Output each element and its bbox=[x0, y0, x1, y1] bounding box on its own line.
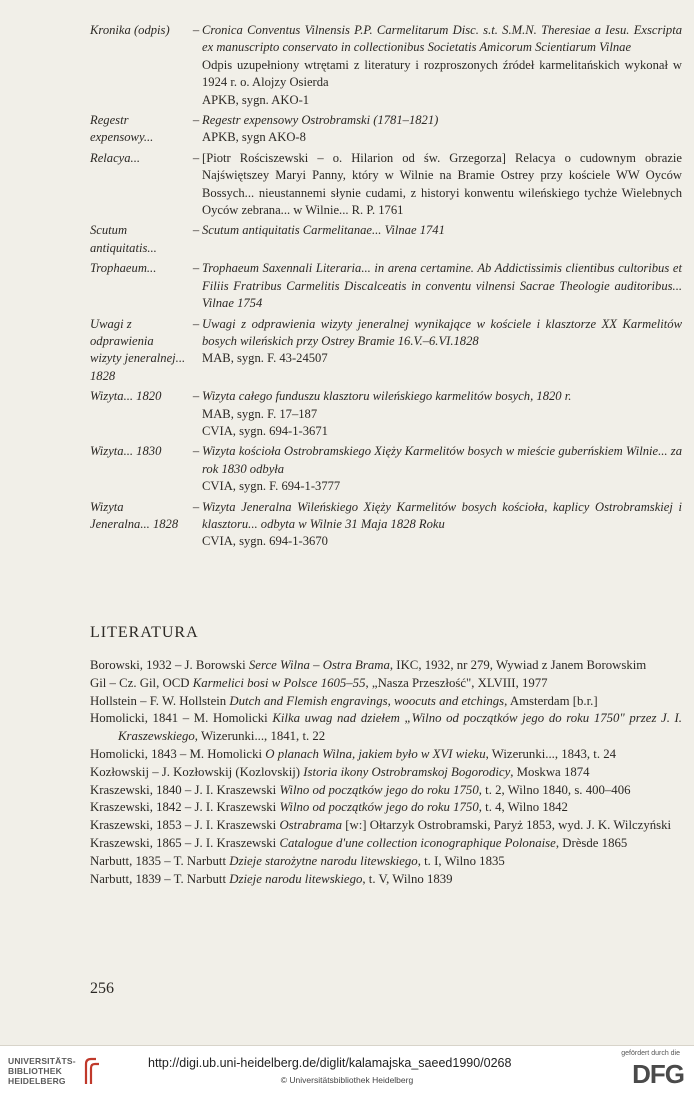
source-line: APKB, sygn. AKO-1 bbox=[202, 92, 310, 107]
bibliography-entry bbox=[90, 693, 682, 711]
source-entry bbox=[90, 499, 682, 551]
entry-title: Ostrabrama bbox=[279, 818, 343, 833]
source-line: Scutum antiquitatis Carmelitanae... Vilnae 1741 bbox=[202, 223, 445, 238]
entry-publication: , Wizerunki..., 1843, t. 24 bbox=[485, 746, 617, 761]
source-dash: – bbox=[192, 316, 200, 331]
bibliography-entry bbox=[90, 871, 682, 889]
bibliography-entry bbox=[90, 799, 682, 817]
entry-author: Kraszewski, 1842 – J. I. Kraszewski bbox=[90, 800, 280, 815]
source-dash: – bbox=[192, 23, 200, 37]
entry-title: Catalogue d'une collection iconographique Polonaise bbox=[279, 835, 556, 850]
entry-publication: , „Nasza Przeszłość", XLVIII, 1977 bbox=[365, 675, 548, 690]
source-line: CVIA, sygn. F. 694-1-3777 bbox=[202, 479, 341, 494]
source-description bbox=[202, 499, 682, 551]
source-description bbox=[202, 260, 682, 312]
source-line: Wizyta kościoła Ostrobramskiego Xięży Karmelitów bosych w mieście guberńskiem Wilnie... za rok 1830 odbyła bbox=[202, 444, 682, 476]
source-description bbox=[202, 443, 682, 495]
entry-title: Serce Wilna – Ostra Brama bbox=[248, 658, 390, 672]
entry-publication: [w:] Ołtarzyk Ostrobramski, Paryż 1853, wyd. J. K. Wilczyński bbox=[342, 818, 672, 833]
bibliography-entry bbox=[90, 835, 682, 853]
entry-author: Narbutt, 1839 – T. Narbutt bbox=[90, 871, 230, 886]
entry-author: Kozłowskij – J. Kozłowskij (Kozlovskij) bbox=[90, 764, 304, 779]
source-entry bbox=[90, 222, 682, 257]
bibliography-entry bbox=[90, 657, 682, 675]
bibliography-entry bbox=[90, 710, 682, 746]
entry-title: Dzieje narodu litewskiego bbox=[229, 871, 363, 886]
source-short-title: Regestr expensowy... bbox=[90, 113, 154, 145]
bibliography-entry bbox=[90, 675, 682, 693]
source-line: Trophaeum Saxennali Literaria... in arena certamine. Ab Addictissimis clientibus cultoribus et Filiis Fratribus Carmelitis Discalceatis in conventu vilnensi Sacrae Theologie auditoribus... Vilnae 1754 bbox=[202, 261, 682, 311]
entry-title: O planach Wilna, jakiem było w XVI wieku bbox=[265, 746, 486, 761]
source-description bbox=[202, 222, 682, 239]
entry-title: Dzieje starożytne narodu litewskiego bbox=[229, 853, 418, 868]
source-dash: – bbox=[192, 150, 200, 165]
copyright-notice: © Universitätsbibliothek Heidelberg bbox=[280, 1075, 414, 1085]
archival-sources-list bbox=[90, 22, 682, 551]
source-description bbox=[202, 388, 682, 440]
source-short-title: Wizyta Jeneralna... 1828 bbox=[90, 499, 179, 531]
source-entry bbox=[90, 112, 682, 147]
source-short-title: Uwagi z odprawienia wizyty jeneralnej... 1828 bbox=[90, 316, 186, 383]
entry-publication: , Wizerunki..., 1841, t. 22 bbox=[194, 729, 326, 744]
entry-publication: , t. V, Wilno 1839 bbox=[362, 871, 453, 886]
entry-publication: , t. 2, Wilno 1840, s. 400–406 bbox=[478, 782, 631, 797]
entry-publication: , Drèsde 1865 bbox=[555, 835, 628, 850]
source-line: APKB, sygn AKO-8 bbox=[202, 130, 306, 145]
entry-author: Kraszewski, 1853 – J. I. Kraszewski bbox=[90, 818, 280, 833]
source-dash: – bbox=[192, 261, 200, 276]
digitization-footer bbox=[0, 1045, 694, 1096]
page-number: 256 bbox=[90, 980, 114, 997]
entry-author: Narbutt, 1835 – T. Narbutt bbox=[90, 853, 230, 868]
source-description bbox=[202, 316, 682, 368]
source-short-title: Wizyta... 1820 bbox=[90, 389, 162, 404]
source-line: [Piotr Rościszewski – o. Hilarion od św. Grzegorza] Relacya o cudownym obrazie Najświętszey Maryi Panny, który w Wilnie na Bramie Ostrey przy kościele WW Oyców Bossych... nieustannemi słynie cudami, z historyi konwentu wileńskiego tychże Wielebnych Oyców zebrana... w Wilnie... R. P. 1761 bbox=[202, 150, 682, 218]
section-title: LITERATURA bbox=[90, 624, 199, 641]
entry-author: Hollstein – F. W. Hollstein bbox=[90, 693, 230, 708]
bibliography-entry bbox=[90, 746, 682, 764]
entry-author: Homolicki, 1843 – M. Homolicki bbox=[90, 746, 266, 761]
source-line: CVIA, sygn. 694-1-3671 bbox=[202, 423, 328, 438]
source-dash: – bbox=[192, 499, 200, 514]
source-line: CVIA, sygn. 694-1-3670 bbox=[202, 534, 328, 549]
entry-author: Kraszewski, 1865 – J. I. Kraszewski bbox=[90, 835, 280, 850]
dfg-logo[interactable]: DFG bbox=[632, 1059, 684, 1089]
source-entry bbox=[90, 388, 682, 440]
entry-title: Istoria ikony Ostrobramskoj Bogorodicy bbox=[303, 764, 511, 779]
source-description bbox=[202, 150, 682, 220]
entry-publication: , Amsterdam [b.r.] bbox=[504, 693, 598, 708]
source-entry bbox=[90, 443, 682, 495]
source-line: MAB, sygn. F. 17–187 bbox=[202, 406, 318, 421]
entry-title: Kilka uwag nad dziełem „Wilno od początków jego do roku 1750" przez J. I. Kraszewskiego bbox=[118, 711, 682, 744]
source-entry bbox=[90, 316, 682, 386]
entry-title: Wilno od początków jego do roku 1750 bbox=[279, 800, 479, 815]
source-line: Cronica Conventus Vilnensis P.P. Carmelitarum Disc. s.t. S.M.N. Theresiae a Iesu. Exscripta ex manuscripto conservato in collectionibus Societatis Amicorum Scientiarum Vilnae bbox=[202, 23, 682, 55]
source-short-title: Wizyta... 1830 bbox=[90, 444, 162, 459]
source-short-title: Relacya... bbox=[90, 150, 140, 165]
source-short-title: Scutum antiquitatis... bbox=[90, 223, 157, 255]
source-entry bbox=[90, 260, 682, 312]
entry-author: Homolicki, 1841 – M. Homolicki bbox=[90, 711, 273, 726]
entry-author: Borowski, 1932 – J. Borowski bbox=[90, 658, 249, 672]
source-short-title: Trophaeum... bbox=[90, 261, 157, 276]
library-name-line2: BIBLIOTHEK bbox=[8, 1066, 62, 1076]
source-line: Wizyta Jeneralna Wileńskiego Xięży Karmelitów bosych kościoła, kaplicy Ostrobramskiej i klasztoru... odbyta w Wilnie 31 Maja 1828 Roku bbox=[202, 499, 682, 531]
source-line: Uwagi z odprawienia wizyty jeneralnej wynikające w kościele i klasztorze XX Karmelitów bosych wileńskich przy Ostrey Bramie 16.V.–6.VI.1828 bbox=[202, 316, 682, 348]
entry-publication: , t. 4, Wilno 1842 bbox=[478, 800, 568, 815]
entry-title: Karmelici bosi w Polsce 1605–55 bbox=[192, 675, 366, 690]
entry-publication: , IKC, 1932, nr 279, Wywiad z Janem Borowskim bbox=[389, 658, 647, 672]
funding-label: gefördert durch die bbox=[621, 1050, 680, 1057]
library-name-line3: HEIDELBERG bbox=[8, 1076, 66, 1086]
source-entry bbox=[90, 22, 682, 109]
source-dash: – bbox=[192, 223, 200, 238]
entry-publication: , Moskwa 1874 bbox=[510, 764, 590, 779]
source-short-title: Kronika (odpis) bbox=[90, 23, 170, 37]
library-name-line1: UNIVERSITÄTS- bbox=[8, 1056, 76, 1066]
bibliography-entry bbox=[90, 764, 682, 782]
source-entry bbox=[90, 150, 682, 220]
bibliography-entry bbox=[90, 853, 682, 871]
permalink-url[interactable]: http://digi.ub.uni-heidelberg.de/diglit/kalamajska_saeed1990/0268 bbox=[148, 1056, 512, 1070]
bibliography-list bbox=[90, 657, 682, 888]
entry-author: Kraszewski, 1840 – J. I. Kraszewski bbox=[90, 782, 280, 797]
source-description bbox=[202, 22, 682, 109]
entry-title: Wilno od początków jego do roku 1750 bbox=[279, 782, 479, 797]
bibliography-entry bbox=[90, 782, 682, 800]
source-dash: – bbox=[192, 113, 200, 128]
source-dash: – bbox=[192, 389, 200, 404]
source-line: MAB, sygn. F. 43-24507 bbox=[202, 351, 328, 366]
entry-publication: , t. I, Wilno 1835 bbox=[417, 853, 505, 868]
source-dash: – bbox=[192, 444, 200, 459]
bibliography-entry bbox=[90, 817, 682, 835]
source-line: Regestr expensowy Ostrobramski (1781–1821) bbox=[202, 113, 439, 128]
entry-title: Dutch and Flemish engravings, woocuts and etchings bbox=[229, 693, 505, 708]
source-line: Wizyta całego funduszu klasztoru wileńskiego karmelitów bosych, 1820 r. bbox=[202, 389, 572, 404]
source-line: Odpis uzupełniony wtrętami z literatury i rozproszonych źródeł karmelitańskich wykonał w 1924 r. o. Alojzy Osierda bbox=[202, 57, 682, 90]
entry-author: Gil – Cz. Gil, OCD bbox=[90, 675, 193, 690]
source-description bbox=[202, 112, 682, 147]
